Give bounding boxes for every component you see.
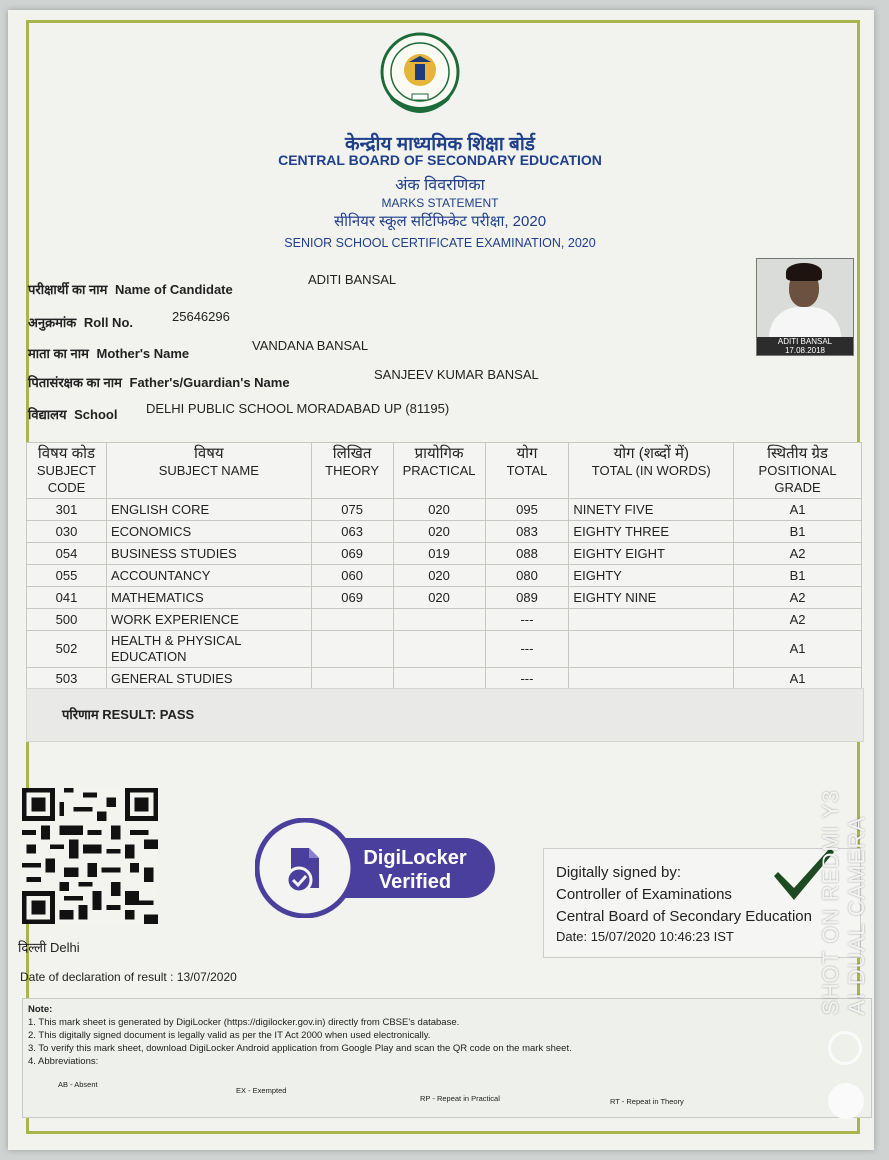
cell-theory: 060: [311, 565, 393, 587]
school-field: [28, 401, 450, 423]
cell-subject: WORK EXPERIENCE: [106, 609, 311, 631]
declaration-date-line: [20, 970, 237, 984]
mother-label-hindi: माता का नाम: [28, 346, 89, 361]
cell-words: EIGHTY NINE: [569, 587, 734, 609]
cell-total: 095: [485, 499, 569, 521]
header-theory: लिखित THEORY: [311, 443, 393, 499]
result-label-hindi: परिणाम: [62, 707, 99, 722]
digilocker-verified-badge: [255, 818, 500, 918]
cell-theory: [311, 609, 393, 631]
cell-theory: 075: [311, 499, 393, 521]
cell-code: 041: [27, 587, 107, 609]
table-row: [27, 587, 862, 609]
cell-total: 080: [485, 565, 569, 587]
board-name-hindi: केन्द्रीय माध्यमिक शिक्षा बोर्ड: [345, 134, 535, 155]
cell-grade: B1: [734, 565, 862, 587]
roll-label: Roll No.: [83, 315, 133, 330]
cell-theory: 069: [311, 587, 393, 609]
cell-theory: 069: [311, 543, 393, 565]
candidate-name-field: [28, 272, 397, 298]
notes: [28, 1003, 828, 1068]
school-value: DELHI PUBLIC SCHOOL MORADABAD UP (81195): [146, 401, 450, 416]
result-label: RESULT:: [102, 707, 157, 722]
cell-total: 089: [485, 587, 569, 609]
cell-theory: 063: [311, 521, 393, 543]
father-name-value: SANJEEV KUMAR BANSAL: [374, 367, 539, 382]
document-title-hindi: अंक विवरणिका: [395, 177, 485, 194]
watermark-line-2: AI DUAL CAMERA: [844, 815, 869, 1015]
cell-subject: HEALTH & PHYSICAL EDUCATION: [106, 631, 311, 668]
photo-caption-name: ADITI BANSAL: [777, 337, 833, 346]
signature-line-3: Central Board of Secondary Education: [556, 908, 812, 925]
cell-practical: 020: [393, 521, 485, 543]
cell-total: 088: [485, 543, 569, 565]
table-row: [27, 543, 862, 565]
father-label-hindi: पितासंरक्षक का नाम: [28, 375, 122, 390]
place-of-issue: [18, 938, 80, 956]
candidate-photo: [756, 258, 854, 356]
signature-line-1: Digitally signed by:: [556, 864, 682, 881]
school-label-hindi: विद्यालय: [28, 407, 67, 422]
cell-words: [569, 631, 734, 668]
cell-total: ---: [485, 609, 569, 631]
cell-practical: 019: [393, 543, 485, 565]
roll-number-value: 25646296: [172, 309, 230, 324]
cell-practical: [393, 668, 485, 690]
candidate-name-value: ADITI BANSAL: [308, 272, 397, 287]
father-label: Father's/Guardian's Name: [129, 375, 290, 390]
marks-table: [26, 442, 862, 690]
table-row: [27, 631, 862, 668]
table-row: [27, 565, 862, 587]
cell-subject: ENGLISH CORE: [106, 499, 311, 521]
abbreviation-absent: AB - Absent: [58, 1080, 98, 1089]
cell-practical: 020: [393, 565, 485, 587]
table-row: [27, 521, 862, 543]
table-row: [27, 609, 862, 631]
cell-practical: 020: [393, 499, 485, 521]
cell-grade: A1: [734, 499, 862, 521]
exam-title-english: SENIOR SCHOOL CERTIFICATE EXAMINATION, 2020: [284, 236, 596, 250]
school-label: School: [74, 407, 118, 422]
mother-name-field: [28, 338, 369, 362]
signature-date-value: 15/07/2020 10:46:23 IST: [590, 929, 734, 944]
photo-hair-shape: [786, 263, 822, 281]
roll-number-field: [28, 309, 230, 331]
cell-total: 083: [485, 521, 569, 543]
abbreviation-exempted: EX - Exempted: [236, 1086, 287, 1095]
header-practical: प्रायोगिक PRACTICAL: [393, 443, 485, 499]
cell-grade: A2: [734, 543, 862, 565]
digilocker-line2: Verified: [378, 871, 452, 893]
cell-words: EIGHTY: [569, 565, 734, 587]
qr-code-icon: [22, 788, 158, 924]
cell-words: EIGHTY EIGHT: [569, 543, 734, 565]
cell-theory: [311, 631, 393, 668]
cell-practical: [393, 609, 485, 631]
table-header-row: [27, 443, 862, 499]
table-row: [27, 668, 862, 690]
cell-subject: GENERAL STUDIES: [106, 668, 311, 690]
cell-words: [569, 668, 734, 690]
cell-subject: ACCOUNTANCY: [106, 565, 311, 587]
cell-subject: MATHEMATICS: [106, 587, 311, 609]
abbreviation-repeat-practical: RP - Repeat in Practical: [420, 1094, 500, 1103]
cell-total: ---: [485, 668, 569, 690]
cell-grade: A2: [734, 587, 862, 609]
cbse-emblem-icon: [375, 30, 465, 120]
cell-subject: BUSINESS STUDIES: [106, 543, 311, 565]
header-total-words: योग (शब्दों में) TOTAL (IN WORDS): [569, 443, 734, 499]
cell-words: [569, 609, 734, 631]
note-item: 3. To verify this mark sheet, download DigiLocker Android application from Google Play and scan the QR code on the mark sheet.: [28, 1043, 572, 1054]
cell-practical: [393, 631, 485, 668]
cell-code: 502: [27, 631, 107, 668]
signature-date-label: Date:: [556, 929, 588, 944]
cell-words: EIGHTY THREE: [569, 521, 734, 543]
note-item: 4. Abbreviations:: [28, 1056, 99, 1067]
document-title-english: MARKS STATEMENT: [381, 196, 499, 210]
cell-grade: A2: [734, 609, 862, 631]
cell-code: 503: [27, 668, 107, 690]
cell-code: 030: [27, 521, 107, 543]
mother-name-value: VANDANA BANSAL: [252, 338, 369, 353]
cell-words: NINETY FIVE: [569, 499, 734, 521]
cell-practical: 020: [393, 587, 485, 609]
result-value: PASS: [159, 707, 195, 722]
candidate-name-label: Name of Candidate: [115, 282, 233, 297]
declaration-date: 13/07/2020: [176, 970, 237, 984]
cell-total: ---: [485, 631, 569, 668]
candidate-name-label-hindi: परीक्षार्थी का नाम: [28, 282, 108, 297]
watermark-ring-icon: [828, 1031, 862, 1065]
photo-caption-date: 17.08.2018: [784, 346, 826, 355]
cell-theory: [311, 668, 393, 690]
cell-code: 054: [27, 543, 107, 565]
result-line: [62, 705, 194, 723]
header-positional-grade: स्थितीय ग्रेड POSITIONAL GRADE: [734, 443, 862, 499]
cell-grade: A1: [734, 668, 862, 690]
declaration-label: Date of declaration of result :: [20, 970, 174, 984]
cell-code: 301: [27, 499, 107, 521]
table-row: [27, 499, 862, 521]
father-name-field: [28, 367, 539, 391]
mother-label: Mother's Name: [96, 346, 190, 361]
digilocker-line1: DigiLocker: [363, 847, 467, 869]
cell-subject: ECONOMICS: [106, 521, 311, 543]
place-hindi: दिल्ली: [18, 940, 47, 955]
notes-title: Note:: [28, 1004, 53, 1015]
header-subject-name: विषय SUBJECT NAME: [106, 443, 311, 499]
board-name-english: CENTRAL BOARD OF SECONDARY EDUCATION: [278, 152, 602, 168]
exam-title-hindi: सीनियर स्कूल सर्टिफिकेट परीक्षा, 2020: [333, 213, 547, 230]
cell-code: 055: [27, 565, 107, 587]
cell-code: 500: [27, 609, 107, 631]
abbreviation-repeat-theory: RT - Repeat in Theory: [610, 1097, 684, 1106]
place-english: Delhi: [49, 940, 80, 955]
watermark-dot-icon: [828, 1083, 864, 1119]
cell-grade: B1: [734, 521, 862, 543]
roll-label-hindi: अनुक्रमांक: [28, 315, 77, 330]
camera-watermark: [818, 785, 880, 1015]
header-subject-code: विषय कोड SUBJECT CODE: [27, 443, 107, 499]
cell-grade: A1: [734, 631, 862, 668]
photo-caption: [757, 337, 853, 355]
signature-line-2: Controller of Examinations: [556, 886, 732, 903]
note-item: 1. This mark sheet is generated by DigiLocker (https://digilocker.gov.in) directly from CBSE's database.: [28, 1017, 460, 1028]
watermark-line-1: SHOT ON REDMI Y3: [818, 789, 843, 1015]
note-item: 2. This digitally signed document is legally valid as per the IT Act 2000 when used electronically.: [28, 1030, 431, 1041]
signature-date: [556, 929, 734, 944]
header-total: योग TOTAL: [485, 443, 569, 499]
